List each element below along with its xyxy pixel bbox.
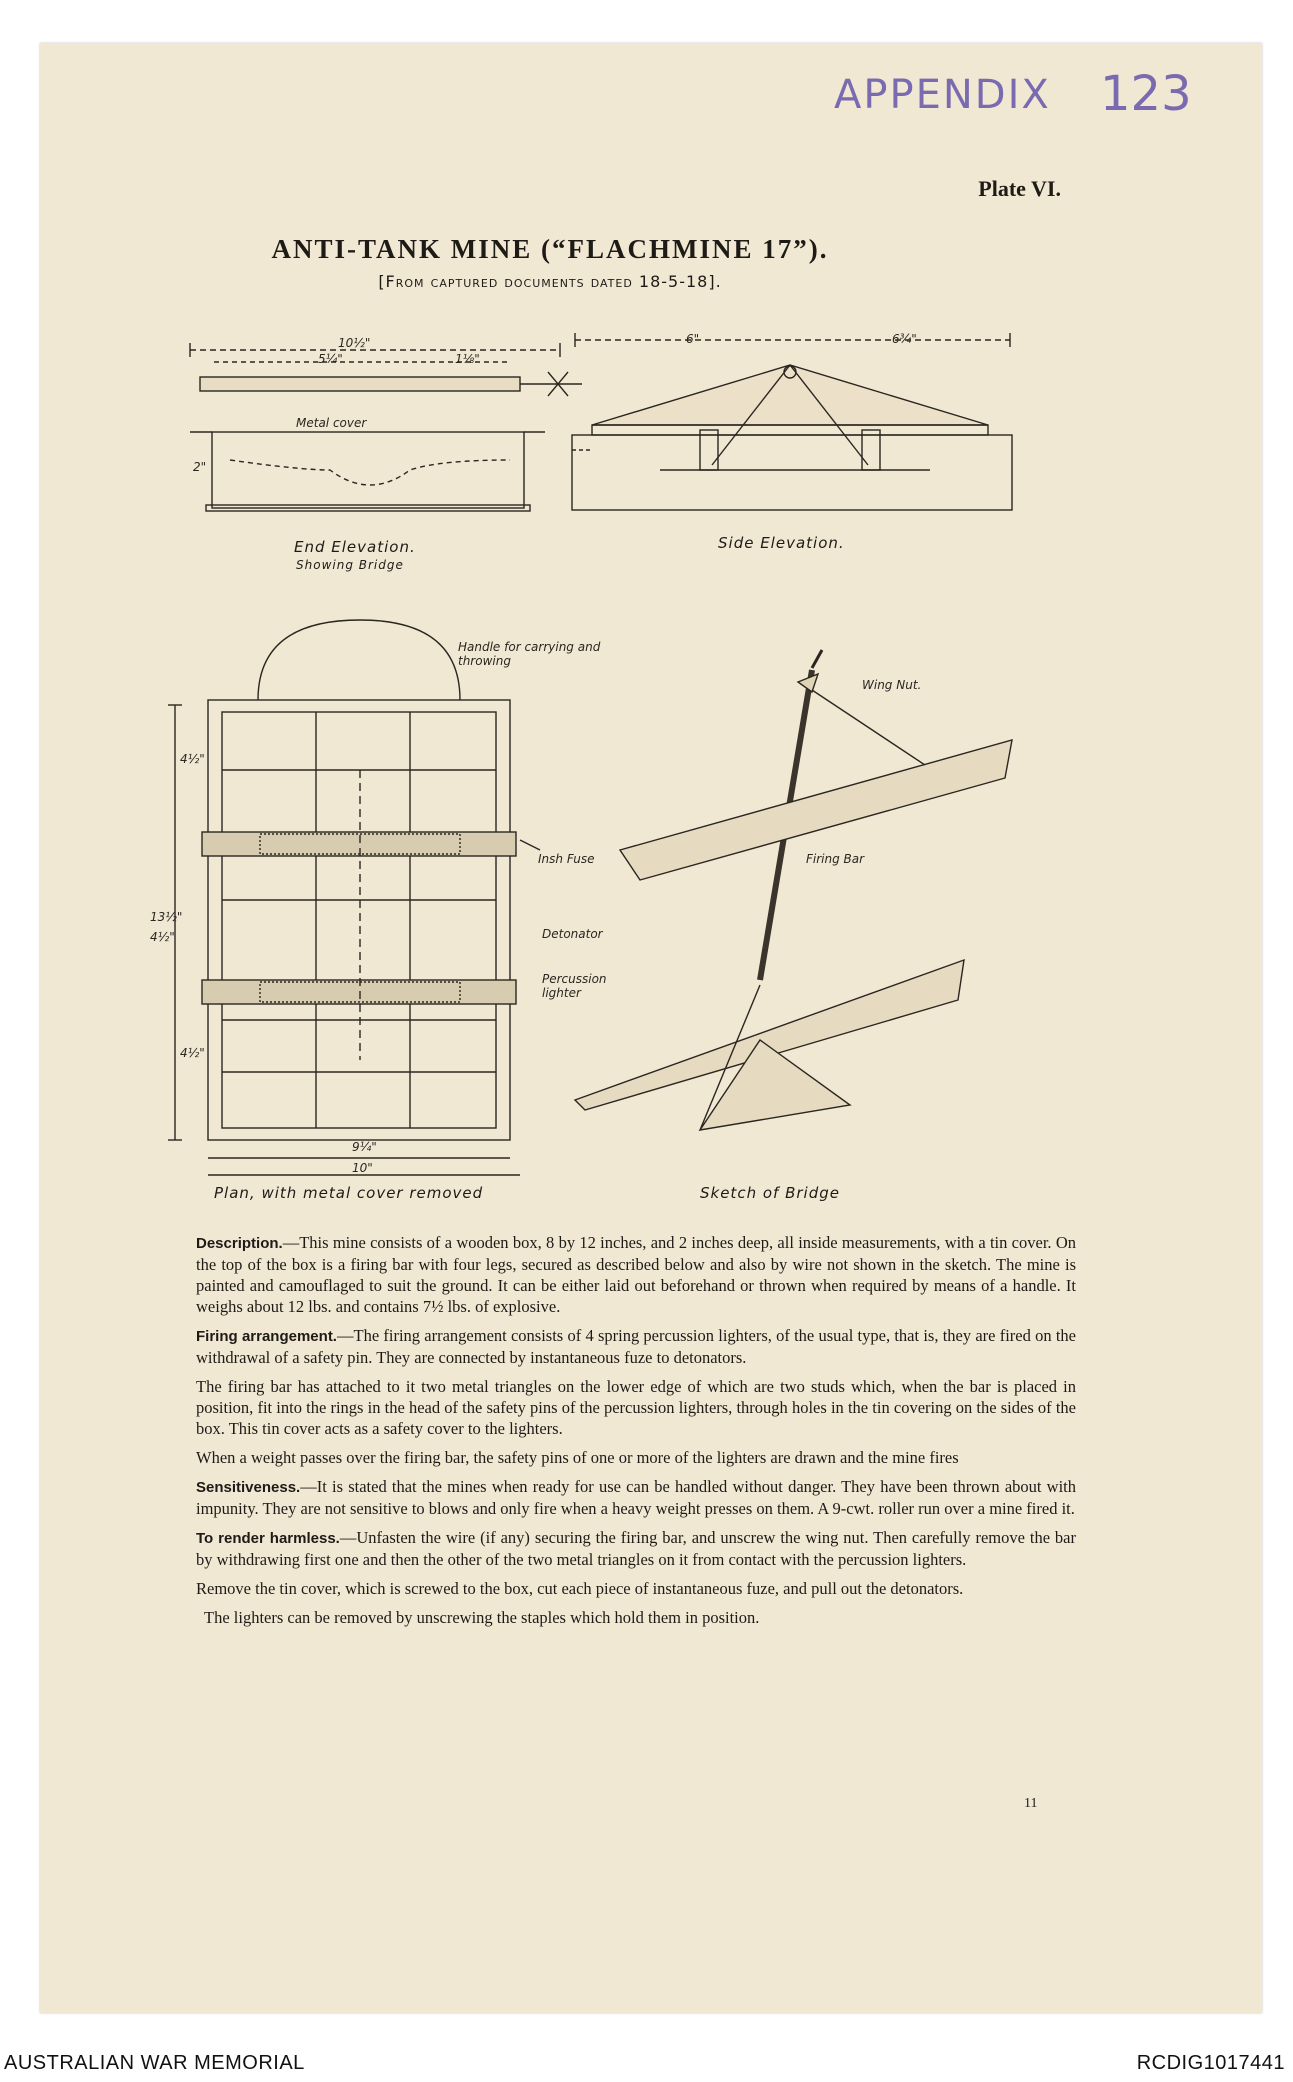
end-elevation-caption: End Elevation.: [294, 538, 416, 556]
plan-dim-height-b: 4½": [150, 930, 175, 944]
page-subtitle: [From captured documents dated 18-5-18].: [378, 272, 722, 291]
detonator-label: Detonator: [542, 927, 603, 941]
body-text: [196, 1232, 1076, 1636]
wing-nut-label: Wing Nut.: [862, 678, 922, 692]
plate-label: Plate VI.: [978, 176, 1061, 201]
plan-dim-height: 13½": [150, 910, 183, 924]
plan-caption: Plan, with metal cover removed: [214, 1184, 484, 1202]
footer-source: AUSTRALIAN WAR MEMORIAL: [4, 2052, 305, 2074]
handle-label: Handle for carrying and throwing: [458, 640, 601, 668]
end-dim-total: 10½": [338, 336, 371, 350]
side-dim-a: 6": [686, 332, 700, 346]
side-elevation-drawing: [572, 333, 1012, 510]
end-elevation-drawing: [190, 343, 582, 511]
plan-dim-width-outer: 10": [352, 1161, 373, 1175]
percussion-lighter-label: Percussion lighter: [542, 972, 607, 1000]
end-elevation-subcaption: Showing Bridge: [296, 558, 404, 572]
bridge-caption: Sketch of Bridge: [700, 1184, 840, 1202]
end-dim-a: 5¼": [318, 352, 343, 366]
paragraph-description: Description.—This mine consists of a wooden box, 8 by 12 inches, and 2 inches deep, all inside measurements, with a tin cover. On the top of the box is a firing bar with four legs, secured as described below and also by wire not shown in the sketch. The mine is painted and camouflaged to suit the ground. It can be either laid out beforehand or thrown when required by means of a handle. It weighs about 12 lbs. and contains 7½ lbs. of explosive.: [196, 1233, 1076, 1316]
paragraph-lighters: The lighters can be removed by unscrewing the staples which hold them in position.: [204, 1608, 760, 1627]
appendix-stamp: APPENDIX: [834, 72, 1051, 118]
bridge-sketch: [575, 650, 1012, 1130]
plan-dim-top: 4½": [180, 752, 205, 766]
paragraph-firing-arrangement: Firing arrangement.—The firing arrangement consists of 4 spring percussion lighters, of the usual type, that is, they are fired on the withdrawal of a safety pin. They are connected by instantaneous fuze to detonators.: [196, 1326, 1077, 1367]
page-title: ANTI-TANK MINE (“FLACHMINE 17”).: [271, 234, 829, 264]
end-dim-b: 1⅛": [455, 352, 480, 366]
paragraph-weight: When a weight passes over the firing bar, the safety pins of one or more of the lighters are drawn and the mine fires: [196, 1448, 959, 1467]
firing-bar-label: Firing Bar: [806, 852, 865, 866]
side-dim-b: 6¾": [892, 332, 917, 346]
end-dim-h: 2": [193, 460, 207, 474]
metal-cover-label: Metal cover: [296, 416, 367, 430]
page-number: 11: [1024, 1796, 1038, 1811]
footer-id: RCDIG1017441: [1136, 2052, 1285, 2074]
appendix-number: 123: [1100, 66, 1192, 122]
plan-dim-bottom: 4½": [180, 1046, 205, 1060]
plan-drawing: [168, 620, 540, 1175]
paragraph-tin-cover: Remove the tin cover, which is screwed to the box, cut each piece of instantaneous fuze, and pull out the detonators.: [196, 1579, 964, 1598]
insh-fuse-label: Insh Fuse: [538, 852, 595, 866]
paragraph-firing-bar: The firing bar has attached to it two metal triangles on the lower edge of which are two studs which, when the bar is placed in position, fit into the rings in the head of the safety pins of the percussion lighters, through holes in the tin covering on the sides of the box. This tin cover acts as a safety cover to the lighters.: [196, 1377, 1076, 1438]
side-elevation-caption: Side Elevation.: [718, 534, 845, 552]
plan-dim-width-inner: 9¼": [352, 1140, 377, 1154]
paragraph-sensitiveness: Sensitiveness.—It is stated that the mines when ready for use can be handled without danger. They have been thrown about with impunity. They are not sensitive to blows and only fire when a heavy weight presses on them. A 9-cwt. roller run over a mine fired it.: [196, 1477, 1076, 1518]
paragraph-render-harmless: To render harmless.—Unfasten the wire (if any) securing the firing bar, and unscrew the wing nut. Then carefully remove the bar by withdrawing first one and then the other of the two metal triangles on it from contact with the percussion lighters.: [196, 1528, 1076, 1569]
